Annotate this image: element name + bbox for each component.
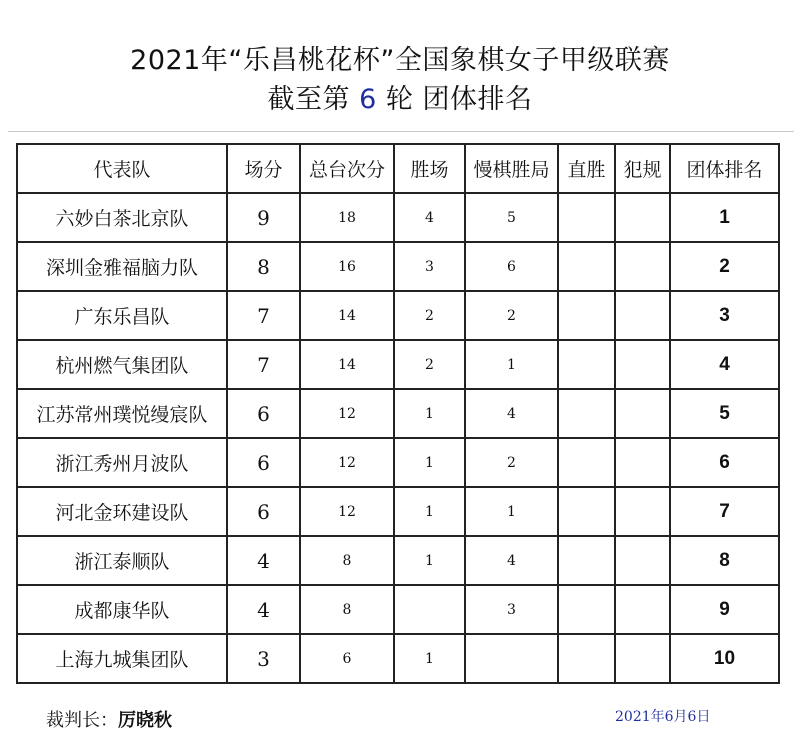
cell-foul [615, 291, 670, 340]
cell-rank: 8 [670, 536, 779, 585]
cell-team: 河北金环建设队 [17, 487, 227, 536]
table-row [17, 634, 779, 683]
cell-slow-wins: 3 [465, 585, 558, 634]
cell-rank: 7 [670, 487, 779, 536]
cell-wins: 3 [394, 242, 465, 291]
cell-direct [558, 340, 615, 389]
cell-rank: 10 [670, 634, 779, 683]
cell-rank: 1 [670, 193, 779, 242]
cell-team: 广东乐昌队 [17, 291, 227, 340]
cell-foul [615, 487, 670, 536]
divider [8, 131, 794, 132]
cell-score: 6 [227, 487, 300, 536]
subtitle-prefix: 截至第 [267, 84, 360, 115]
cell-total: 6 [300, 634, 394, 683]
judge-label: 裁判长： [46, 710, 118, 731]
cell-slow-wins [465, 634, 558, 683]
cell-slow-wins: 5 [465, 193, 558, 242]
cell-direct [558, 438, 615, 487]
header-row [17, 144, 779, 193]
cell-total: 14 [300, 340, 394, 389]
header-foul: 犯规 [615, 144, 670, 193]
cell-foul [615, 340, 670, 389]
cell-direct [558, 585, 615, 634]
cell-team: 成都康华队 [17, 585, 227, 634]
header-team: 代表队 [17, 144, 227, 193]
cell-team: 上海九城集团队 [17, 634, 227, 683]
cell-team: 六妙白茶北京队 [17, 193, 227, 242]
cell-rank: 9 [670, 585, 779, 634]
cell-wins: 2 [394, 291, 465, 340]
page-title: 2021年“乐昌桃花杯”全国象棋女子甲级联赛 [130, 45, 670, 76]
page-subtitle [0, 77, 800, 116]
cell-slow-wins: 6 [465, 242, 558, 291]
cell-total: 12 [300, 438, 394, 487]
header-rank: 团体排名 [670, 144, 779, 193]
subtitle-suffix: 轮 团体排名 [376, 84, 533, 115]
cell-wins: 1 [394, 389, 465, 438]
cell-slow-wins: 2 [465, 438, 558, 487]
cell-direct [558, 291, 615, 340]
header-score: 场分 [227, 144, 300, 193]
cell-total: 8 [300, 536, 394, 585]
cell-team: 杭州燃气集团队 [17, 340, 227, 389]
cell-foul [615, 389, 670, 438]
header-total: 总台次分 [300, 144, 394, 193]
cell-wins: 1 [394, 438, 465, 487]
cell-rank: 5 [670, 389, 779, 438]
cell-wins: 4 [394, 193, 465, 242]
cell-team: 江苏常州璞悦缦宸队 [17, 389, 227, 438]
cell-foul [615, 438, 670, 487]
cell-total: 18 [300, 193, 394, 242]
cell-wins: 1 [394, 634, 465, 683]
cell-score: 6 [227, 389, 300, 438]
cell-rank: 6 [670, 438, 779, 487]
table-row [17, 389, 779, 438]
cell-team: 浙江泰顺队 [17, 536, 227, 585]
cell-total: 12 [300, 389, 394, 438]
header-direct: 直胜 [558, 144, 615, 193]
cell-rank: 4 [670, 340, 779, 389]
cell-total: 12 [300, 487, 394, 536]
header-slow-wins: 慢棋胜局 [465, 144, 558, 193]
round-number: 6 [359, 84, 377, 115]
cell-slow-wins: 2 [465, 291, 558, 340]
cell-team: 浙江秀州月波队 [17, 438, 227, 487]
header-wins: 胜场 [394, 144, 465, 193]
cell-direct [558, 487, 615, 536]
cell-score: 4 [227, 536, 300, 585]
cell-score: 9 [227, 193, 300, 242]
table-body [17, 193, 779, 683]
cell-team: 深圳金雅福脑力队 [17, 242, 227, 291]
table-row [17, 438, 779, 487]
cell-rank: 2 [670, 242, 779, 291]
cell-score: 4 [227, 585, 300, 634]
chief-referee [46, 706, 172, 732]
cell-score: 7 [227, 340, 300, 389]
cell-direct [558, 389, 615, 438]
cell-slow-wins: 4 [465, 536, 558, 585]
table-row [17, 193, 779, 242]
table-row [17, 536, 779, 585]
cell-total: 8 [300, 585, 394, 634]
table-row [17, 242, 779, 291]
cell-score: 8 [227, 242, 300, 291]
cell-foul [615, 242, 670, 291]
table-row [17, 340, 779, 389]
cell-foul [615, 536, 670, 585]
cell-wins: 2 [394, 340, 465, 389]
cell-foul [615, 585, 670, 634]
cell-score: 3 [227, 634, 300, 683]
cell-wins [394, 585, 465, 634]
cell-slow-wins: 1 [465, 487, 558, 536]
cell-rank: 3 [670, 291, 779, 340]
cell-slow-wins: 4 [465, 389, 558, 438]
cell-foul [615, 634, 670, 683]
cell-total: 14 [300, 291, 394, 340]
cell-score: 7 [227, 291, 300, 340]
table-row [17, 585, 779, 634]
cell-direct [558, 634, 615, 683]
judge-name: 厉晓秋 [118, 710, 172, 731]
cell-slow-wins: 1 [465, 340, 558, 389]
table-row [17, 487, 779, 536]
cell-wins: 1 [394, 536, 465, 585]
ranking-table [16, 143, 780, 684]
cell-score: 6 [227, 438, 300, 487]
cell-direct [558, 536, 615, 585]
cell-wins: 1 [394, 487, 465, 536]
cell-direct [558, 193, 615, 242]
cell-direct [558, 242, 615, 291]
table-row [17, 291, 779, 340]
cell-foul [615, 193, 670, 242]
cell-total: 16 [300, 242, 394, 291]
report-date: 2021年6月6日 [615, 709, 711, 725]
